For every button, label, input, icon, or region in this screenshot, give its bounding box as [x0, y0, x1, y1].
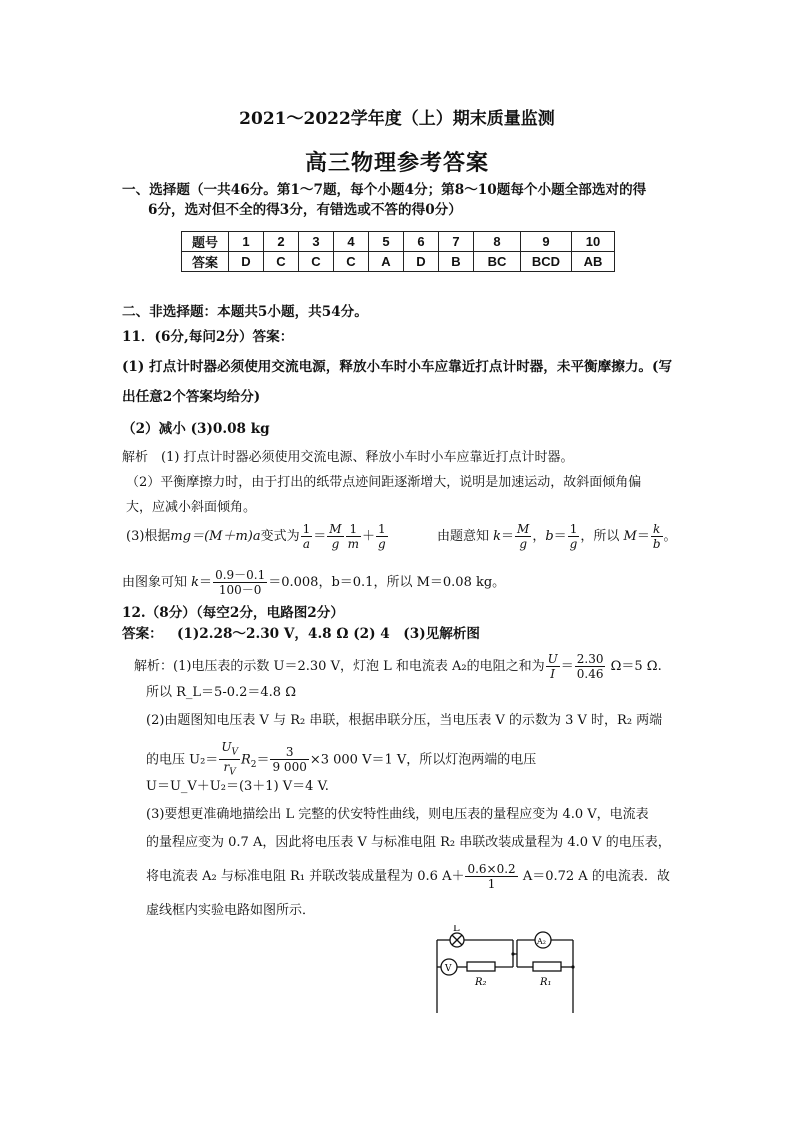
fraction-k: $\frac{M}{g}$: [517, 522, 530, 551]
table-cell: C: [334, 252, 369, 272]
fraction-shunt: $\frac{0.6\times 0.2}{1}$: [467, 862, 516, 891]
fraction-1-over-g: $\frac{1}{g}$: [377, 522, 386, 551]
table-cell: BC: [474, 252, 521, 272]
q12-answer-label: 答案：: [122, 626, 163, 642]
table-cell: 6: [404, 232, 439, 252]
formula-equation: mg＝(M＋m)a: [170, 529, 261, 544]
table-cell: 5: [369, 232, 404, 252]
document-title: 2021～2022学年度（上）期末质量监测: [239, 109, 555, 129]
table-row-answers: [182, 252, 615, 272]
voltmeter-icon: [441, 959, 457, 975]
fraction-1-over-a: $\frac{1}{a}$: [302, 522, 311, 551]
q12-answer-text: (1)2.28～2.30 V，4.8 Ω (2) 4 (3)见解析图: [176, 626, 481, 642]
lamp-icon: [450, 933, 464, 947]
section1-line2: 6分，选对但不全的得3分，有错选或不答的得0分）: [148, 202, 462, 218]
q12-explanation5: U＝U_V＋U₂＝(3＋1) V＝4 V.: [146, 779, 329, 794]
graph-prefix: 由图象可知: [122, 575, 188, 590]
section1-line1: 一、选择题（一共46分。第1～7题，每个小题4分；第8～10题每个小题全部选对的得: [122, 182, 647, 198]
q11-explanation2-line2: 大，应减小斜面倾角。: [126, 500, 257, 515]
section2-heading: 二、非选择题：本题共5小题，共54分。: [122, 304, 368, 320]
q12-explanation4: 的电压 U₂＝ $\frac{U_V}{r_V}$ $R_2=$ $\frac{3}{9 000}$ ×3 000 V＝1 V，所以灯泡两端的电压: [146, 740, 537, 778]
resistor-r2-label: R₂: [475, 977, 487, 988]
table-cell: 2: [264, 232, 299, 252]
table-cell: 8: [474, 232, 521, 252]
fraction-3-over-9000: $\frac{3}{9 000}$: [272, 745, 307, 775]
q11-answer1-line1: (1) 打点计时器必须使用交流电源，释放小车时小车应靠近打点计时器，未平衡摩擦力。(写: [122, 359, 673, 375]
table-cell: A: [369, 252, 404, 272]
known-text: 由题意知: [436, 529, 489, 544]
table-cell: 10: [572, 232, 615, 252]
table-cell: C: [299, 252, 334, 272]
q12-heading: 12.（8分）（每空2分，电路图2分）: [122, 605, 344, 621]
ammeter-label: A₂: [537, 937, 546, 946]
q12-explanation2: 所以 R_L＝5-0.2＝4.8 Ω: [146, 685, 296, 700]
table-cell: B: [439, 252, 474, 272]
row-label-number: 题号: [182, 232, 229, 252]
voltmeter-label: V: [445, 964, 452, 974]
so-text: ，所以: [580, 529, 620, 544]
table-cell: C: [264, 252, 299, 272]
q12-explanation9: 虚线框内实验电路如图所示．: [146, 903, 316, 918]
q12-explanation7: 的量程应变为 0.7 A，因此将电压表 V 与标准电阻 R₂ 串联改装成量程为 4.0 V 的电压表，: [146, 835, 671, 850]
table-cell: 3: [299, 232, 334, 252]
fraction-230-over-046: $\frac{2.30}{0.46}$: [576, 652, 604, 681]
fraction-UV-over-rV: $\frac{U_V}{r_V}$: [221, 740, 238, 778]
ammeter-icon: [535, 932, 551, 948]
fraction-U-over-I: $\frac{U}{I}$: [547, 652, 558, 681]
q11-formula-line: (3)根据mg＝(M＋m)a变式为 $\frac{1}{a}$ ＝ $\frac{M}{g}$ $\frac{1}{m}$ ＋ $\frac{1}{g}$ 由题意知 k＝ $\frac{M}{g}$ ，b＝ $\frac{1}{g}$ ，所以 M＝ $\frac{k}{b}$ 。: [126, 522, 677, 551]
row-label-answer: 答案: [182, 252, 229, 272]
table-cell: D: [229, 252, 264, 272]
q12-answer-line: [122, 625, 480, 643]
table-cell: 1: [229, 232, 264, 252]
document-subtitle: 高三物理参考答案: [304, 150, 489, 176]
table-cell: D: [404, 252, 439, 272]
q12-explanation3: (2)由题图知电压表 V 与 R₂ 串联，根据串联分压，当电压表 V 的示数为 3 V 时，R₂ 两端: [146, 713, 663, 728]
fraction-M-over-g: $\frac{M}{g}$: [329, 522, 342, 551]
fraction-slope: $\frac{0.9-0.1}{100-0}$: [215, 568, 266, 597]
circuit-diagram: [425, 925, 595, 1015]
q11-answer1-line2: 出任意2个答案均给分): [122, 389, 261, 405]
table-row-numbers: [182, 232, 615, 252]
table-cell: BCD: [521, 252, 572, 272]
table-cell: 4: [334, 232, 369, 252]
fraction-b: $\frac{1}{g}$: [569, 522, 578, 551]
q11-heading: 11．(6分,每问2分）答案：: [122, 329, 294, 345]
q12-explanation1: 解析：(1)电压表的示数 U＝2.30 V，灯泡 L 和电流表 A₂的电阻之和为 $\frac{U}{I}$ ＝ $\frac{2.30}{0.46}$ Ω＝5 Ω.: [134, 652, 662, 681]
answer-table: [181, 231, 615, 272]
resistor-r1-label: R₁: [540, 977, 552, 988]
fraction-M: $\frac{k}{b}$: [652, 522, 661, 551]
q12-explanation6: (3)要想更准确地描绘出 L 完整的伏安特性曲线，则电压表的量程应变为 4.0 V，电流表: [146, 807, 649, 822]
graph-rest: ＝0.008，b＝0.1，所以 M＝0.08 kg。: [268, 575, 506, 590]
q11-explanation1: 解析 (1) 打点计时器必须使用交流电源、释放小车时小车应靠近打点计时器。: [122, 450, 574, 465]
formula-mid: 变式为: [260, 529, 300, 544]
q11-explanation2-line1: （2）平衡摩擦力时，由于打出的纸带点迹间距逐渐增大，说明是加速运动，故斜面倾角偏: [126, 475, 642, 490]
q11-answer2: （2）减小 (3)0.08 kg: [122, 421, 270, 437]
table-cell: AB: [572, 252, 615, 272]
lamp-label: L: [453, 925, 460, 934]
formula-prefix: (3)根据: [126, 529, 171, 544]
table-cell: 7: [439, 232, 474, 252]
q12-explanation8: 将电流表 A₂ 与标准电阻 R₁ 并联改装成量程为 0.6 A＋ $\frac{0.6\times 0.2}{1}$ A＝0.72 A 的电流表．故: [146, 862, 670, 891]
fraction-1-over-m: $\frac{1}{m}$: [347, 522, 359, 551]
q11-graph-line: 由图象可知 k＝ $\frac{0.9-0.1}{100-0}$ ＝0.008，b＝0.1，所以 M＝0.08 kg。: [122, 568, 506, 597]
table-cell: 9: [521, 232, 572, 252]
